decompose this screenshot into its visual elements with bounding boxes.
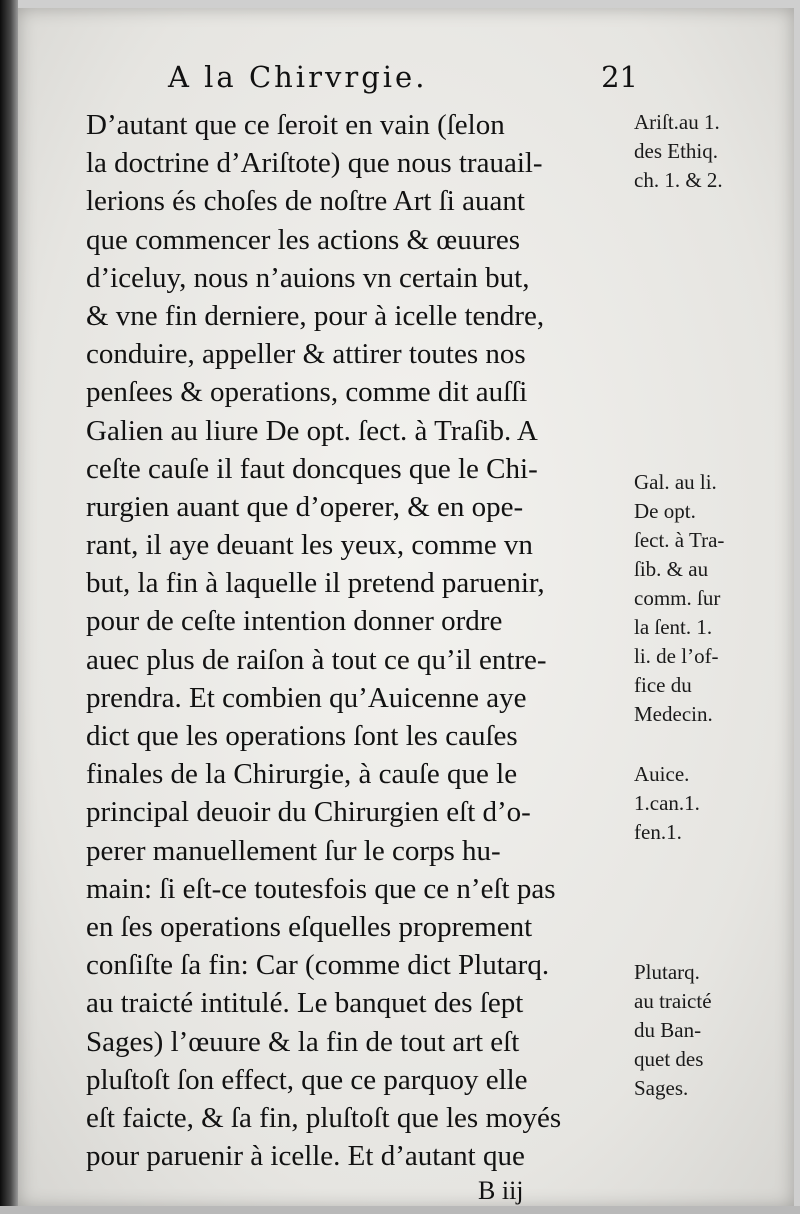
text-line: finales de la Chirurgie, à cauſe que le — [86, 758, 518, 791]
text-line: conduire, appeller & attirer toutes nos — [86, 338, 526, 371]
text-line: la doctrine d’Ariſtote) que nous trauail- — [86, 147, 543, 180]
text-line: rant, il aye deuant les yeux, comme vn — [86, 529, 533, 562]
margin-note-line: De opt. — [634, 499, 696, 523]
margin-note-line: Plutarq. — [634, 960, 700, 984]
margin-note-line: Sages. — [634, 1076, 689, 1100]
text-line: D’autant que ce ſeroit en vain (ſelon — [86, 109, 505, 141]
text-line: perer manuellement ſur le corps hu- — [86, 834, 501, 867]
margin-note-line: ch. 1. & 2. — [634, 168, 723, 192]
text-line: ceſte cauſe il faut doncques que le Chi- — [86, 452, 538, 485]
margin-note-line: ſib. & au — [634, 557, 709, 581]
text-line: principal deuoir du Chirurgien eſt d’o- — [86, 796, 531, 829]
main-text-block — [86, 106, 646, 1175]
margin-note-line: comm. ſur — [634, 586, 721, 610]
margin-note-line: quet des — [634, 1047, 704, 1071]
text-line: pour de ceſte intention donner ordre — [86, 605, 503, 638]
margin-note-galien — [634, 468, 800, 729]
text-line: en ſes operations eſquelles proprement — [86, 910, 533, 943]
margin-note-line: des Ethiq. — [634, 139, 718, 163]
margin-note-aristotle — [634, 108, 800, 195]
text-line: dict que les operations ſont les cauſes — [86, 720, 518, 752]
margin-note-plutarque — [634, 958, 800, 1103]
text-line: eſt faicte, & ſa fin, pluſtoſt que les moyés — [86, 1101, 562, 1134]
text-line: pour paruenir à icelle. Et d’autant que — [86, 1140, 525, 1173]
margin-note-line: Gal. au li. — [634, 470, 717, 494]
text-line: Galien au liure De opt. ſect. à Traſib. A — [86, 414, 538, 447]
margin-note-line: du Ban- — [634, 1018, 702, 1042]
margin-note-line: li. de l’of- — [634, 644, 719, 668]
running-title: A la Chirvrgie. — [168, 60, 428, 94]
margin-note-line: au traicté — [634, 989, 712, 1013]
text-line: pluſtoſt ſon effect, que ce parquoy elle — [86, 1063, 528, 1096]
page-number: 21 — [601, 60, 638, 94]
text-line: rurgien auant que d’operer, & en ope- — [86, 490, 524, 523]
margin-note-line: la ſent. 1. — [634, 615, 713, 639]
margin-note-line: Medecin. — [634, 702, 713, 726]
margin-note-line: ſect. à Tra- — [634, 528, 725, 552]
text-line: au traicté intitulé. Le banquet des ſept — [86, 987, 524, 1020]
margin-note-line: Auice. — [634, 762, 690, 786]
text-line: & vne fin derniere, pour à icelle tendre, — [86, 299, 545, 332]
text-line: main: ſi eſt-ce toutesfois que ce n’eſt pas — [86, 872, 556, 905]
page-binding-edge — [0, 0, 18, 1214]
margin-note-line: 1.can.1. — [634, 791, 700, 815]
text-line: prendra. Et combien qu’Auicenne aye — [86, 681, 527, 714]
text-line: que commencer les actions & œuures — [86, 223, 521, 256]
text-line: conſiſte ſa fin: Car (comme dict Plutarq. — [86, 949, 550, 982]
text-line: lerions és choſes de noſtre Art ſi auant — [86, 185, 525, 218]
text-line: Sages) l’œuure & la fin de tout art eſt — [86, 1025, 520, 1058]
text-line: but, la fin à laquelle il pretend paruenir, — [86, 567, 545, 600]
page-header — [168, 60, 638, 104]
text-line: d’iceluy, nous n’auions vn certain but, — [86, 261, 530, 294]
margin-note-auicenne — [634, 760, 800, 847]
signature-mark: B iij — [478, 1176, 524, 1205]
page-bottom-edge — [0, 1206, 800, 1214]
margin-note-line: fen.1. — [634, 820, 682, 844]
text-line: auec plus de raiſon à tout ce qu’il entre- — [86, 643, 547, 676]
margin-note-line: fice du — [634, 673, 692, 697]
text-line: penſees & operations, comme dit auſſi — [86, 376, 528, 409]
margin-note-line: Ariſt.au 1. — [634, 110, 720, 134]
